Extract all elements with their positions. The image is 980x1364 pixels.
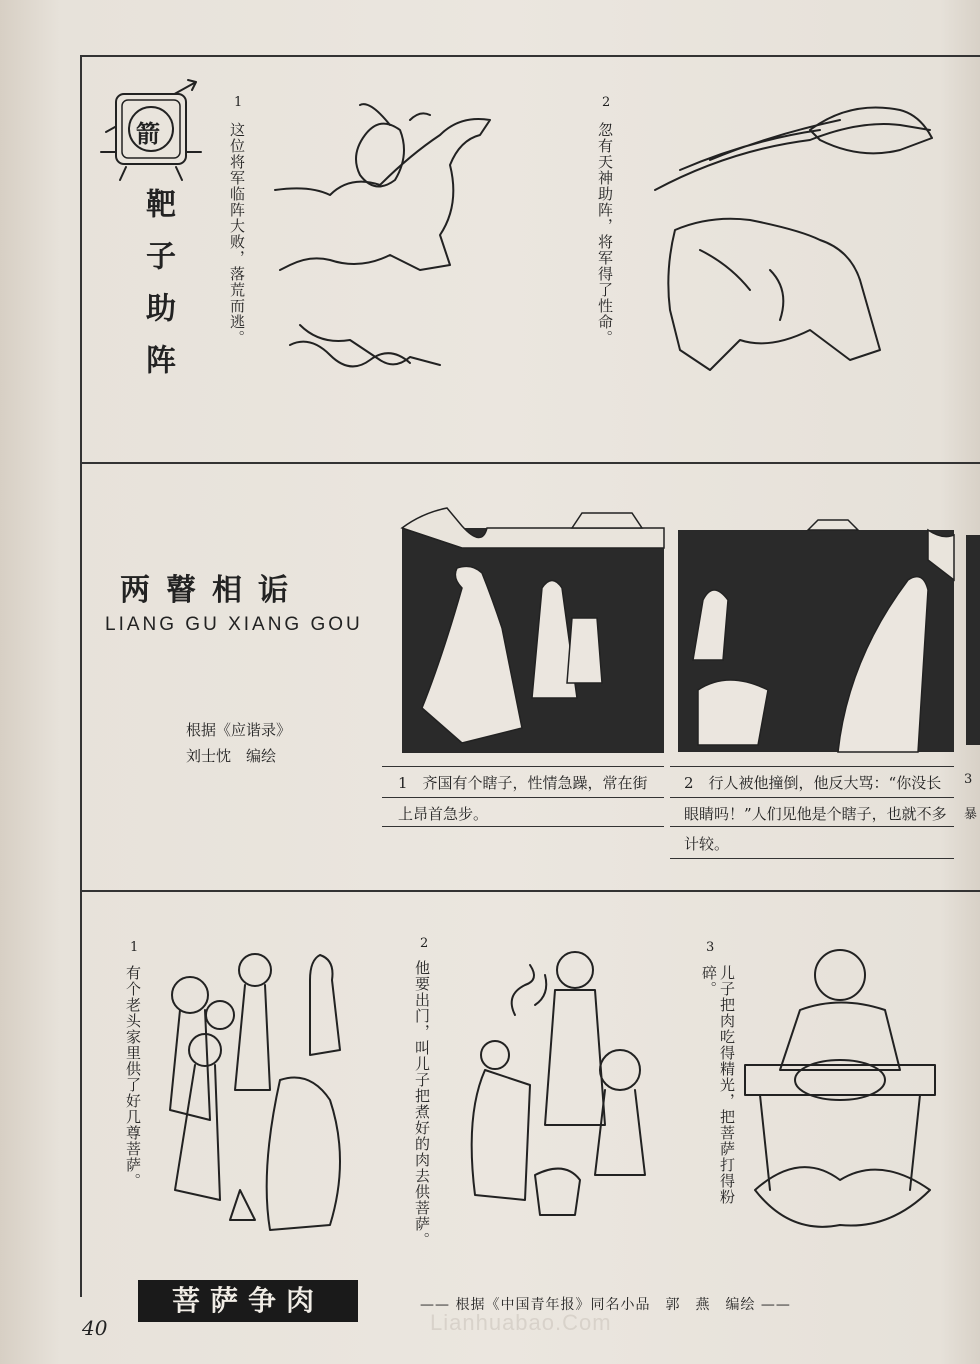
section-divider-2	[80, 890, 980, 892]
blind-man-knocking-pedestrian-panel	[678, 520, 954, 752]
panel-caption-line: 1 齐国有个瞎子，性情急躁，常在街	[398, 774, 648, 792]
story-3-credit: —— 根据《中国青年报》同名小品 郭 燕 编绘 ——	[420, 1297, 791, 1313]
panel-caption: 有个老头家里供了好几尊菩萨。	[124, 965, 142, 1189]
panel-caption: 他要出门，叫儿子把煮好的肉去供菩萨。	[413, 960, 431, 1248]
story-2-source: 根据《应谐录》	[186, 721, 292, 739]
edge-fragment: 3	[964, 772, 973, 787]
page-number: 40	[82, 1316, 108, 1340]
panel-caption: 这位将军临阵大败，落荒而逃。	[228, 122, 246, 346]
fallen-general-and-arrow-illustration	[650, 90, 940, 390]
caption-rule	[670, 797, 954, 798]
story-1-title: 靶子助阵	[140, 188, 175, 396]
caption-rule	[382, 797, 664, 798]
blind-man-walking-panel	[402, 508, 664, 753]
panel-caption-line: 2 行人被他撞倒，他反大骂：“你没长	[684, 774, 942, 792]
general-on-horse-illustration	[270, 95, 500, 385]
site-watermark: Lianhuabao.Com	[430, 1310, 612, 1335]
panel-caption: 忽有天神助阵，将军得了性命。	[596, 122, 614, 346]
caption-rule	[670, 858, 954, 859]
caption-rule	[382, 766, 664, 767]
caption-rule	[670, 826, 954, 827]
panel-number: 1	[130, 940, 139, 955]
panel-caption: 儿子把肉吃得精光，把菩萨打得粉碎。	[700, 965, 736, 1205]
panel-caption-line: 上昂首急步。	[398, 805, 489, 823]
caption-rule	[382, 826, 664, 827]
edge-fragment: 暴	[964, 807, 978, 822]
panel-caption-line: 计较。	[684, 835, 730, 853]
story-3-title-banner: 菩萨争肉	[138, 1280, 358, 1322]
next-panel-edge	[966, 535, 980, 745]
story-2-pinyin: LIANG GU XIANG GOU	[105, 614, 363, 635]
story-2-title: 两瞽相诟	[120, 573, 304, 608]
story-2-author: 刘士忱 编绘	[186, 747, 277, 765]
panel-number: 1	[234, 95, 243, 110]
panel-number: 2	[602, 95, 611, 110]
old-man-and-bodhisattvas-illustration	[160, 940, 360, 1240]
caption-rule	[670, 766, 954, 767]
panel-number: 2	[420, 936, 429, 951]
son-eating-meat-illustration	[740, 940, 940, 1240]
panel-caption-line: 眼睛吗！”人们见他是个瞎子，也就不多	[684, 805, 947, 823]
father-and-son-with-offering-illustration	[455, 945, 665, 1235]
section-divider-1	[80, 462, 980, 464]
emblem-character: 箭	[136, 120, 160, 148]
panel-number: 3	[706, 940, 715, 955]
